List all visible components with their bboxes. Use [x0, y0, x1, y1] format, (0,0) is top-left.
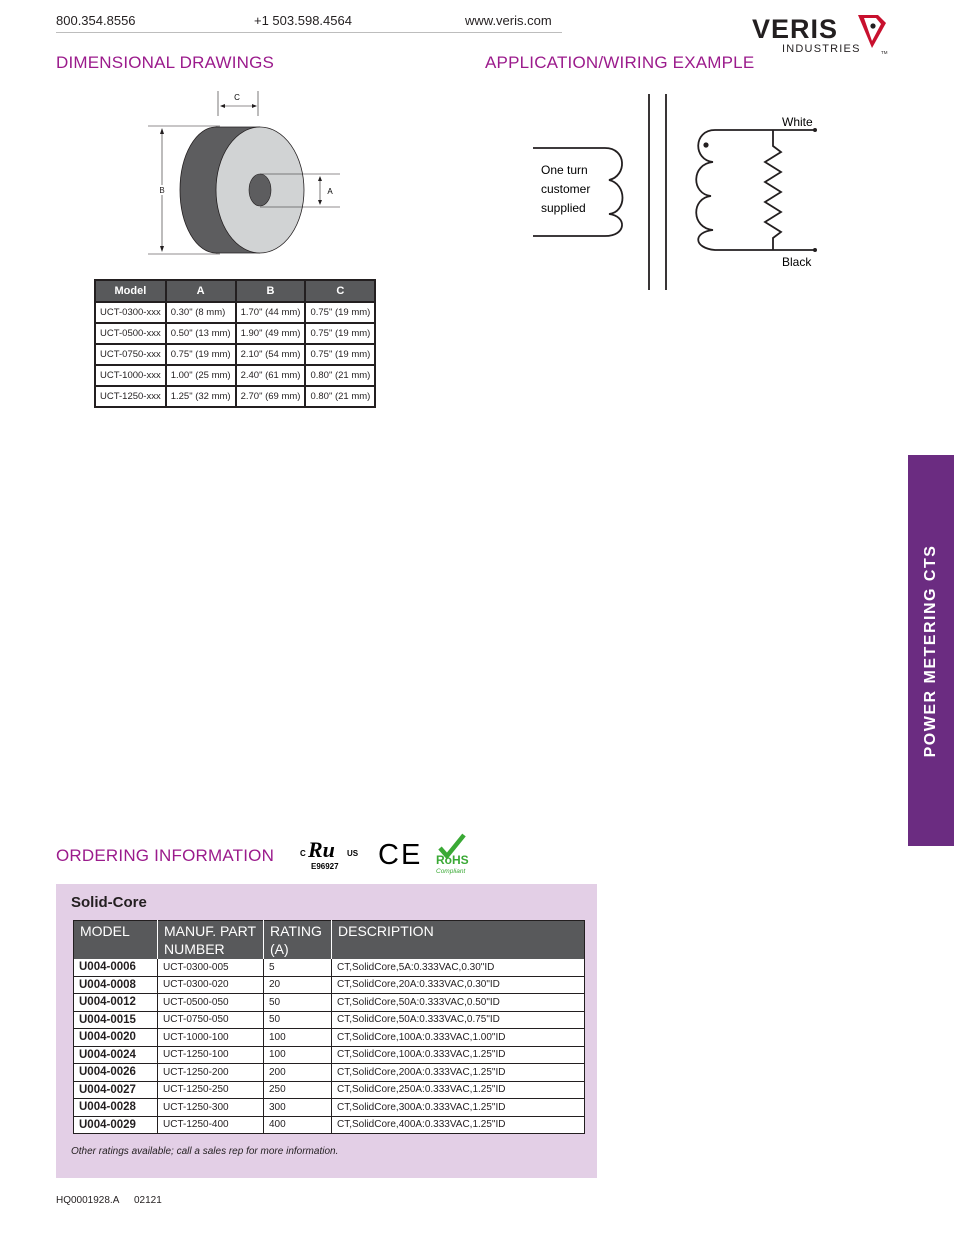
veris-logo	[752, 10, 897, 56]
dimensional-drawings-title: DIMENSIONAL DRAWINGS	[56, 53, 275, 72]
order-model: U004-0027	[74, 1081, 158, 1099]
table-row	[74, 994, 585, 1012]
side-tab-label: POWER METERING CTS	[922, 544, 939, 758]
order-description: CT,SolidCore,200A:0.333VAC,1.25"ID	[332, 1064, 585, 1082]
secondary-winding	[696, 130, 773, 250]
order-rating: 50	[264, 994, 332, 1012]
ul-c: C	[300, 849, 306, 858]
ordering-table	[73, 920, 585, 1134]
order-model: U004-0012	[74, 994, 158, 1012]
dimensional-drawing	[140, 86, 360, 266]
order-rating: 400	[264, 1116, 332, 1134]
order-header-part: MANUF. PART NUMBER	[158, 921, 264, 960]
table-row	[74, 1099, 585, 1117]
order-part: UCT-0750-050	[158, 1011, 264, 1029]
dim-cell: 2.70" (69 mm)	[236, 386, 306, 407]
dim-cell: 0.75" (19 mm)	[305, 323, 375, 344]
dim-cell: UCT-0300-xxx	[95, 302, 166, 323]
order-rating: 300	[264, 1099, 332, 1117]
order-part: UCT-0300-005	[158, 959, 264, 976]
table-row	[95, 386, 375, 407]
dim-cell: 0.80" (21 mm)	[305, 365, 375, 386]
dim-cell: UCT-0500-xxx	[95, 323, 166, 344]
wiring-diagram	[525, 88, 825, 298]
dim-cell: 1.70" (44 mm)	[236, 302, 306, 323]
ul-mark	[300, 837, 359, 871]
turn-label-1: One turn	[541, 163, 588, 177]
order-rating: 5	[264, 959, 332, 976]
order-part: UCT-1250-400	[158, 1116, 264, 1134]
order-part: UCT-0300-020	[158, 976, 264, 994]
header-phone-2: +1 503.598.4564	[254, 13, 352, 28]
order-description: CT,SolidCore,50A:0.333VAC,0.75"ID	[332, 1011, 585, 1029]
order-rating: 250	[264, 1081, 332, 1099]
dim-cell: 1.25" (32 mm)	[166, 386, 236, 407]
core-hole	[249, 174, 271, 206]
order-part: UCT-1000-100	[158, 1029, 264, 1047]
turn-label-3: supplied	[541, 201, 586, 215]
logo-tm: TM	[881, 50, 888, 55]
order-rating: 100	[264, 1029, 332, 1047]
order-description: CT,SolidCore,400A:0.333VAC,1.25"ID	[332, 1116, 585, 1134]
ul-us: US	[347, 849, 359, 858]
order-description: CT,SolidCore,5A:0.333VAC,0.30"ID	[332, 959, 585, 976]
dim-cell: UCT-1000-xxx	[95, 365, 166, 386]
order-model: U004-0026	[74, 1064, 158, 1082]
order-model: U004-0028	[74, 1099, 158, 1117]
order-description: CT,SolidCore,250A:0.333VAC,1.25"ID	[332, 1081, 585, 1099]
order-model: U004-0029	[74, 1116, 158, 1134]
table-row	[95, 344, 375, 365]
ordering-table-header	[74, 921, 585, 960]
order-model: U004-0006	[74, 959, 158, 976]
solid-core-subtitle: Solid-Core	[71, 894, 147, 911]
label-c: C	[234, 93, 240, 102]
dimensions-table-header	[95, 280, 375, 302]
table-row	[74, 1046, 585, 1064]
footer-doc-id: HQ0001928.A	[56, 1195, 120, 1206]
dim-cell: 0.30" (8 mm)	[166, 302, 236, 323]
order-header-rating: RATING (A)	[264, 921, 332, 960]
logo-sub: INDUSTRIES	[782, 43, 861, 55]
rohs-mark	[436, 835, 469, 875]
dim-cell: 0.80" (21 mm)	[305, 386, 375, 407]
turn-label-2: customer	[541, 182, 591, 196]
table-row	[74, 1081, 585, 1099]
header-phone-1: 800.354.8556	[56, 13, 136, 28]
dim-cell: UCT-1250-xxx	[95, 386, 166, 407]
table-row	[74, 959, 585, 976]
table-row	[74, 1029, 585, 1047]
dim-header-b: B	[236, 280, 306, 302]
order-description: CT,SolidCore,50A:0.333VAC,0.50"ID	[332, 994, 585, 1012]
dimensions-table	[94, 279, 376, 408]
table-row	[74, 976, 585, 994]
dim-cell: UCT-0750-xxx	[95, 344, 166, 365]
dim-cell: 2.10" (54 mm)	[236, 344, 306, 365]
logo-word: VERIS	[752, 14, 839, 44]
order-model: U004-0024	[74, 1046, 158, 1064]
dim-header-a: A	[166, 280, 236, 302]
order-description: CT,SolidCore,100A:0.333VAC,1.25"ID	[332, 1046, 585, 1064]
wiring-example-title: APPLICATION/WIRING EXAMPLE	[485, 53, 755, 72]
ordering-note: Other ratings available; call a sales rep for more information.	[71, 1146, 339, 1157]
table-row	[74, 1064, 585, 1082]
header-website[interactable]: www.veris.com	[465, 13, 552, 28]
order-description: CT,SolidCore,100A:0.333VAC,1.00"ID	[332, 1029, 585, 1047]
order-model: U004-0020	[74, 1029, 158, 1047]
order-model: U004-0008	[74, 976, 158, 994]
table-row	[95, 365, 375, 386]
header-rule	[56, 32, 562, 33]
dim-header-c: C	[305, 280, 375, 302]
order-part: UCT-0500-050	[158, 994, 264, 1012]
order-part: UCT-1250-250	[158, 1081, 264, 1099]
dim-cell: 2.40" (61 mm)	[236, 365, 306, 386]
burden-resistor	[765, 130, 781, 250]
ul-glyph: Ru	[308, 837, 335, 862]
black-lead-label: Black	[782, 255, 812, 269]
table-row	[95, 323, 375, 344]
table-row	[74, 1011, 585, 1029]
order-header-model: MODEL	[74, 921, 158, 960]
table-row	[95, 302, 375, 323]
dim-cell: 0.50" (13 mm)	[166, 323, 236, 344]
order-header-description: DESCRIPTION	[332, 921, 585, 960]
label-b: B	[159, 186, 165, 195]
order-rating: 200	[264, 1064, 332, 1082]
order-part: UCT-1250-100	[158, 1046, 264, 1064]
rohs-compliant: Compliant	[436, 868, 466, 875]
order-rating: 100	[264, 1046, 332, 1064]
ordering-information-title: ORDERING INFORMATION	[56, 846, 275, 865]
label-a: A	[327, 187, 333, 196]
dim-cell: 1.90" (49 mm)	[236, 323, 306, 344]
order-rating: 20	[264, 976, 332, 994]
table-row	[74, 1116, 585, 1134]
order-model: U004-0015	[74, 1011, 158, 1029]
rohs-text: RoHS	[436, 853, 469, 867]
order-part: UCT-1250-200	[158, 1064, 264, 1082]
order-rating: 50	[264, 1011, 332, 1029]
certification-marks	[298, 832, 473, 878]
order-description: CT,SolidCore,20A:0.333VAC,0.30"ID	[332, 976, 585, 994]
dim-cell: 0.75" (19 mm)	[166, 344, 236, 365]
footer-date-code: 02121	[134, 1195, 162, 1206]
order-description: CT,SolidCore,300A:0.333VAC,1.25"ID	[332, 1099, 585, 1117]
order-part: UCT-1250-300	[158, 1099, 264, 1117]
dim-cell: 0.75" (19 mm)	[305, 344, 375, 365]
ce-mark: CE	[378, 839, 423, 871]
ul-file: E96927	[311, 862, 339, 871]
dim-cell: 0.75" (19 mm)	[305, 302, 375, 323]
dim-header-model: Model	[95, 280, 166, 302]
white-lead-label: White	[782, 115, 813, 129]
dim-cell: 1.00" (25 mm)	[166, 365, 236, 386]
